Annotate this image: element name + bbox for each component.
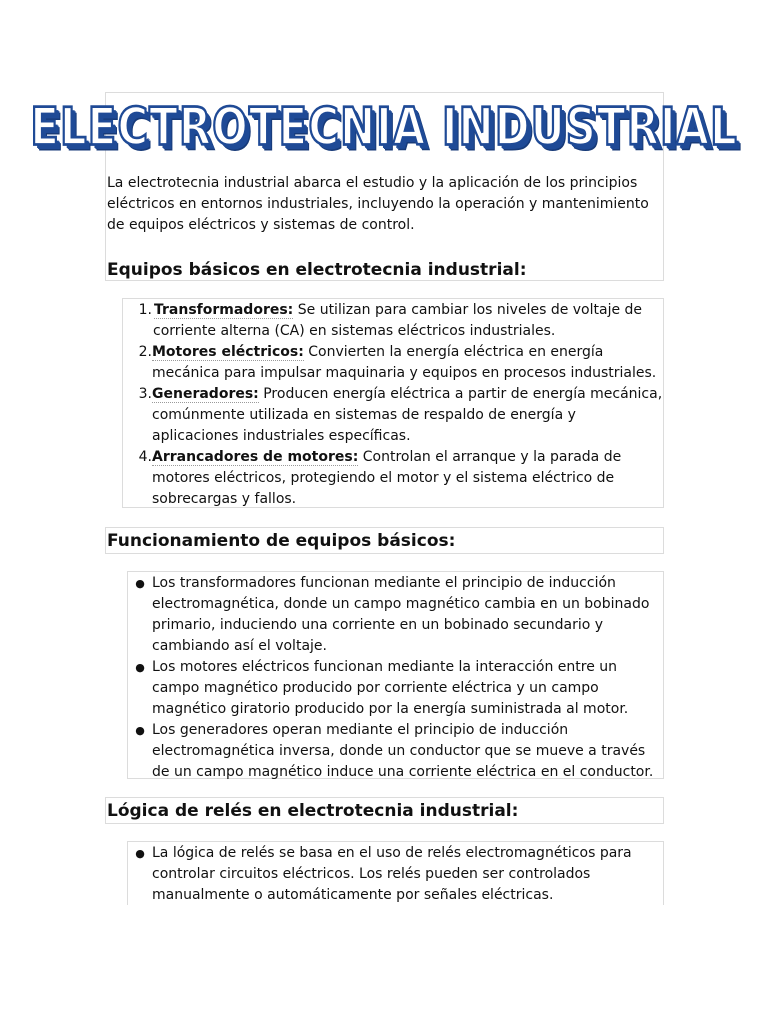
bullet-text: Los motores eléctricos funcionan mediante la interacción entre un campo magnético producido por corriente eléctrica y un campo magnético giratorio producido por la energía suministrada al motor. — [152, 659, 629, 717]
term-description: Controlan el arranque y la parada de motores eléctricos, protegiendo el motor y el sistema eléctrico de sobrecargas y fallos. — [152, 449, 622, 507]
bullet-icon: ● — [135, 661, 145, 674]
operation-heading-section — [105, 527, 664, 554]
list-item — [128, 843, 663, 906]
list-number: 4. — [138, 449, 152, 465]
relay-heading-section — [105, 797, 664, 824]
relay-list — [128, 843, 663, 906]
operation-list-section — [127, 571, 664, 779]
term-description: Convierten la energía eléctrica en energía mecánica para impulsar maquinaria y equipos en procesos industriales. — [152, 344, 657, 381]
bullet-icon: ● — [135, 577, 145, 590]
operation-list — [128, 573, 663, 783]
operation-heading: Funcionamiento de equipos básicos: — [107, 531, 456, 551]
relay-list-section — [127, 841, 664, 905]
list-item — [123, 384, 663, 447]
list-number: 3. — [138, 386, 152, 402]
bullet-text: Los transformadores funcionan mediante el principio de inducción electromagnética, donde un campo magnético cambia en un bobinado primario, induciendo una corriente en un bobinado secundario y cambiando así el voltaje. — [152, 575, 650, 654]
list-number: 1. — [138, 302, 152, 318]
document-title: ELECTROTECNIA INDUSTRIAL — [30, 96, 738, 156]
equipment-list-section — [122, 298, 664, 508]
equipment-list — [123, 300, 663, 510]
list-item — [123, 342, 663, 384]
equipment-heading: Equipos básicos en electrotecnia industrial: — [107, 260, 527, 280]
term-label: Generadores: — [152, 386, 259, 402]
list-item — [128, 720, 663, 783]
term-description: Producen energía eléctrica a partir de energía mecánica, comúnmente utilizada en sistemas de respaldo de energía y aplicaciones industriales específicas. — [152, 386, 663, 444]
list-item — [128, 657, 663, 720]
bullet-icon: ● — [135, 724, 145, 737]
list-item — [123, 447, 663, 510]
term-label: Arrancadores de motores: — [152, 449, 359, 465]
bullet-icon: ● — [135, 847, 145, 860]
term-label: Motores eléctricos: — [152, 344, 304, 360]
bullet-text: Los generadores operan mediante el principio de inducción electromagnética inversa, donde un conductor que se mueve a través de un campo magnético induce una corriente eléctrica en el conductor. — [152, 722, 654, 780]
list-item — [123, 300, 663, 342]
bullet-text: La lógica de relés se basa en el uso de relés electromagnéticos para controlar circuitos eléctricos. Los relés pueden ser controlados manualmente o automáticamente por señales eléctricas. — [152, 845, 632, 903]
list-item — [128, 573, 663, 657]
relay-heading: Lógica de relés en electrotecnia industrial: — [107, 801, 519, 821]
term-description: Se utilizan para cambiar los niveles de voltaje de corriente alterna (CA) en sistemas eléctricos industriales. — [153, 302, 643, 339]
list-number: 2. — [138, 344, 152, 360]
term-label: Transformadores: — [154, 302, 294, 318]
intro-paragraph: La electrotecnia industrial abarca el estudio y la aplicación de los principios eléctricos en entornos industriales, incluyendo la operación y mantenimiento de equipos eléctricos y sistemas de control. — [107, 175, 649, 233]
intro-section — [30, 92, 738, 281]
